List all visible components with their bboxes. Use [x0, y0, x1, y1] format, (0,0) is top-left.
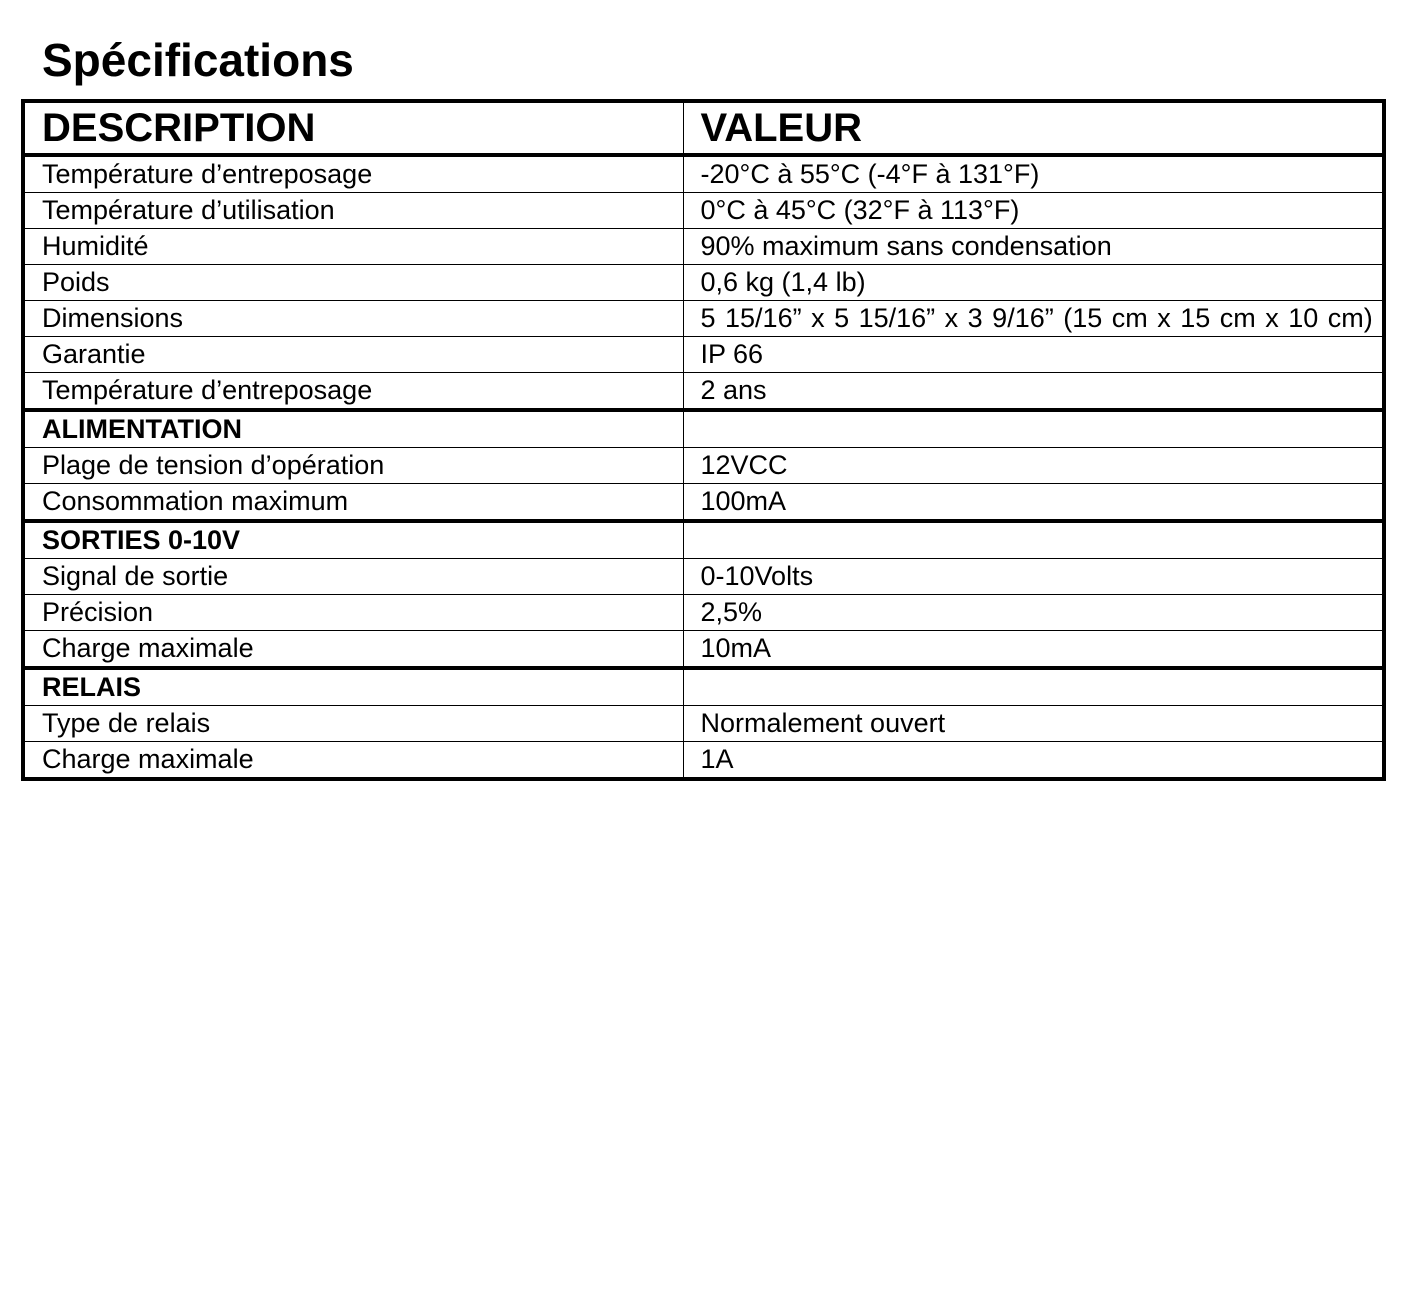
- specifications-table: [21, 99, 1386, 781]
- row-description: Charge maximale: [23, 742, 683, 780]
- table-row: [23, 229, 1384, 265]
- row-value: 2,5%: [683, 595, 1384, 631]
- table-row: [23, 155, 1384, 193]
- row-value: 0-10Volts: [683, 559, 1384, 595]
- row-description: Plage de tension d’opération: [23, 448, 683, 484]
- row-description: Signal de sortie: [23, 559, 683, 595]
- row-description: Garantie: [23, 337, 683, 373]
- row-value: 12VCC: [683, 448, 1384, 484]
- row-value: 0,6 kg (1,4 lb): [683, 265, 1384, 301]
- row-description: Type de relais: [23, 706, 683, 742]
- section-value: [683, 410, 1384, 448]
- row-description: Dimensions: [23, 301, 683, 337]
- table-row: [23, 742, 1384, 780]
- table-row: [23, 373, 1384, 411]
- section-row-sorties: [23, 521, 1384, 559]
- column-header-description: DESCRIPTION: [23, 101, 683, 155]
- table-header-row: [23, 101, 1384, 155]
- section-value: [683, 668, 1384, 706]
- table-row: [23, 193, 1384, 229]
- table-row: [23, 337, 1384, 373]
- row-description: Température d’entreposage: [23, 155, 683, 193]
- row-value: 2 ans: [683, 373, 1384, 411]
- row-value: 10mA: [683, 631, 1384, 669]
- table-row: [23, 631, 1384, 669]
- row-description: Charge maximale: [23, 631, 683, 669]
- row-value: 0°C à 45°C (32°F à 113°F): [683, 193, 1384, 229]
- row-value: -20°C à 55°C (-4°F à 131°F): [683, 155, 1384, 193]
- section-row-relais: [23, 668, 1384, 706]
- table-row: [23, 595, 1384, 631]
- row-value: IP 66: [683, 337, 1384, 373]
- section-value: [683, 521, 1384, 559]
- row-description: Poids: [23, 265, 683, 301]
- table-row: [23, 301, 1384, 337]
- table-row: [23, 448, 1384, 484]
- section-heading: RELAIS: [23, 668, 683, 706]
- section-heading: ALIMENTATION: [23, 410, 683, 448]
- section-heading: SORTIES 0-10V: [23, 521, 683, 559]
- row-description: Consommation maximum: [23, 484, 683, 522]
- row-value: 90% maximum sans condensation: [683, 229, 1384, 265]
- table-row: [23, 484, 1384, 522]
- row-description: Humidité: [23, 229, 683, 265]
- page-title: Spécifications: [42, 34, 354, 86]
- row-value: 1A: [683, 742, 1384, 780]
- table-row: [23, 265, 1384, 301]
- column-header-value: VALEUR: [683, 101, 1384, 155]
- row-value: 5 15/16” x 5 15/16” x 3 9/16” (15 cm x 15 cm x 10 cm): [683, 301, 1384, 337]
- row-description: Température d’utilisation: [23, 193, 683, 229]
- table-row: [23, 559, 1384, 595]
- row-description: Précision: [23, 595, 683, 631]
- row-value: Normalement ouvert: [683, 706, 1384, 742]
- row-value: 100mA: [683, 484, 1384, 522]
- table-row: [23, 706, 1384, 742]
- row-description: Température d’entreposage: [23, 373, 683, 411]
- section-row-alimentation: [23, 410, 1384, 448]
